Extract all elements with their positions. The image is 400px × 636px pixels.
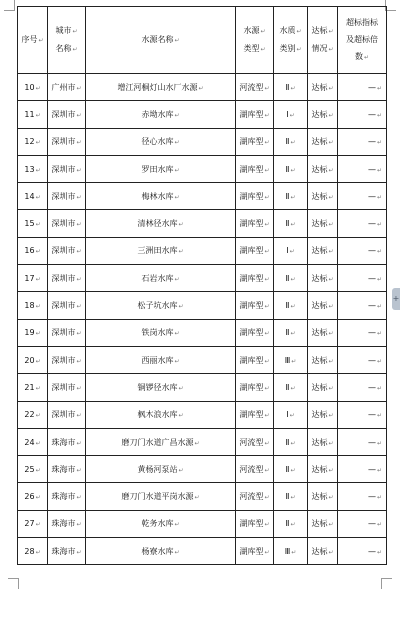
cell-source-type: 河流型↵ [236,74,274,101]
cell-exceed: —↵ [338,155,387,182]
table-row [18,210,387,237]
cell-status: 达标↵ [308,128,338,155]
cell-status: 达标↵ [308,483,338,510]
header-exceed: 超标指标 及超标倍 数↵ [338,7,387,74]
header-source-type: 水源↵ 类型↵ [236,7,274,74]
cell-status: 达标↵ [308,210,338,237]
cell-water-quality: Ⅱ↵ [274,319,308,346]
cell-source-name: 石岩水库↵ [86,265,236,292]
water-source-table [17,6,387,565]
table-row [18,346,387,373]
cell-seq: 20↵ [18,346,48,373]
cell-water-quality: Ⅰ↵ [274,101,308,128]
cell-status: 达标↵ [308,101,338,128]
cell-exceed: —↵ [338,74,387,101]
cell-seq: 13↵ [18,155,48,182]
cell-seq: 17↵ [18,265,48,292]
cell-water-quality: Ⅱ↵ [274,292,308,319]
cell-seq: 18↵ [18,292,48,319]
cell-seq: 22↵ [18,401,48,428]
cell-source-type: 湖库型↵ [236,346,274,373]
header-seq: 序号↵ [18,7,48,74]
cell-seq: 24↵ [18,428,48,455]
cell-source-name: 磨刀门水道广昌水源↵ [86,428,236,455]
cell-city: 深圳市↵ [48,319,86,346]
cell-source-name: 增江河桐灯山水厂水源↵ [86,74,236,101]
cell-seq: 11↵ [18,101,48,128]
cell-source-type: 河流型↵ [236,483,274,510]
cell-source-name: 梅林水库↵ [86,183,236,210]
page-corner-mark-bottom-left [8,578,19,589]
cell-exceed: —↵ [338,319,387,346]
table-row [18,401,387,428]
table-row [18,456,387,483]
cell-exceed: —↵ [338,183,387,210]
cell-source-name: 罗田水库↵ [86,155,236,182]
cell-status: 达标↵ [308,374,338,401]
cell-exceed: —↵ [338,538,387,565]
cell-source-type: 湖库型↵ [236,265,274,292]
cell-source-type: 湖库型↵ [236,128,274,155]
cell-water-quality: Ⅱ↵ [274,483,308,510]
cell-exceed: —↵ [338,510,387,537]
cell-status: 达标↵ [308,74,338,101]
cell-source-name: 松子坑水库↵ [86,292,236,319]
cell-water-quality: Ⅱ↵ [274,374,308,401]
cell-seq: 28↵ [18,538,48,565]
cell-water-quality: Ⅰ↵ [274,401,308,428]
cell-city: 珠海市↵ [48,456,86,483]
cell-source-type: 湖库型↵ [236,155,274,182]
table-row [18,74,387,101]
cell-seq: 21↵ [18,374,48,401]
cell-exceed: —↵ [338,374,387,401]
cell-city: 深圳市↵ [48,183,86,210]
table-row [18,183,387,210]
cell-status: 达标↵ [308,265,338,292]
cell-source-type: 湖库型↵ [236,101,274,128]
cell-status: 达标↵ [308,155,338,182]
cell-city: 广州市↵ [48,74,86,101]
cell-city: 深圳市↵ [48,101,86,128]
table-row [18,128,387,155]
cell-city: 深圳市↵ [48,210,86,237]
cell-water-quality: Ⅱ↵ [274,428,308,455]
cell-water-quality: Ⅰ↵ [274,237,308,264]
cell-seq: 12↵ [18,128,48,155]
cell-source-name: 三洲田水库↵ [86,237,236,264]
cell-source-name: 乾务水库↵ [86,510,236,537]
cell-exceed: —↵ [338,346,387,373]
page-corner-mark-top-left [4,0,15,11]
cell-source-type: 湖库型↵ [236,374,274,401]
cell-source-name: 赤坳水库↵ [86,101,236,128]
cell-exceed: —↵ [338,237,387,264]
cell-source-type: 湖库型↵ [236,319,274,346]
cell-source-name: 枫木浪水库↵ [86,401,236,428]
cell-water-quality: Ⅱ↵ [274,510,308,537]
table-row [18,101,387,128]
cell-status: 达标↵ [308,428,338,455]
cell-seq: 27↵ [18,510,48,537]
cell-source-type: 湖库型↵ [236,538,274,565]
table-row [18,319,387,346]
table-row [18,510,387,537]
cell-water-quality: Ⅱ↵ [274,155,308,182]
cell-seq: 10↵ [18,74,48,101]
cell-exceed: —↵ [338,128,387,155]
cell-source-type: 湖库型↵ [236,183,274,210]
table-row [18,538,387,565]
cell-source-name: 铁岗水库↵ [86,319,236,346]
cell-exceed: —↵ [338,401,387,428]
cell-seq: 19↵ [18,319,48,346]
cell-water-quality: Ⅲ↵ [274,346,308,373]
cell-source-type: 湖库型↵ [236,237,274,264]
cell-source-name: 黄杨河泵站↵ [86,456,236,483]
cell-source-type: 湖库型↵ [236,510,274,537]
table-row [18,483,387,510]
cell-status: 达标↵ [308,538,338,565]
page-corner-mark-bottom-right [381,578,392,589]
table-header-row [18,7,387,74]
cell-seq: 14↵ [18,183,48,210]
cell-status: 达标↵ [308,237,338,264]
table-resize-handle[interactable]: + [392,288,400,310]
cell-city: 深圳市↵ [48,128,86,155]
cell-exceed: —↵ [338,483,387,510]
cell-status: 达标↵ [308,401,338,428]
header-source-name: 水源名称↵ [86,7,236,74]
cell-exceed: —↵ [338,428,387,455]
cell-city: 深圳市↵ [48,155,86,182]
table-row [18,374,387,401]
cell-source-type: 湖库型↵ [236,292,274,319]
cell-source-name: 清林径水库↵ [86,210,236,237]
header-water-quality: 水质↵ 类别↵ [274,7,308,74]
cell-city: 珠海市↵ [48,483,86,510]
cell-water-quality: Ⅱ↵ [274,128,308,155]
cell-source-name: 西丽水库↵ [86,346,236,373]
cell-status: 达标↵ [308,183,338,210]
cell-city: 珠海市↵ [48,538,86,565]
cell-water-quality: Ⅱ↵ [274,456,308,483]
cell-source-name: 杨寮水库↵ [86,538,236,565]
cell-seq: 25↵ [18,456,48,483]
cell-exceed: —↵ [338,292,387,319]
cell-status: 达标↵ [308,346,338,373]
cell-city: 深圳市↵ [48,401,86,428]
cell-city: 深圳市↵ [48,292,86,319]
cell-exceed: —↵ [338,456,387,483]
cell-city: 珠海市↵ [48,510,86,537]
cell-source-type: 河流型↵ [236,456,274,483]
header-status: 达标↵ 情况↵ [308,7,338,74]
cell-source-name: 铜锣径水库↵ [86,374,236,401]
cell-source-type: 湖库型↵ [236,210,274,237]
cell-seq: 15↵ [18,210,48,237]
cell-source-name: 磨刀门水道平岗水源↵ [86,483,236,510]
cell-city: 深圳市↵ [48,265,86,292]
cell-water-quality: Ⅱ↵ [274,265,308,292]
cell-city: 深圳市↵ [48,374,86,401]
cell-status: 达标↵ [308,456,338,483]
cell-city: 珠海市↵ [48,428,86,455]
table-row [18,155,387,182]
table-row [18,265,387,292]
cell-source-type: 河流型↵ [236,428,274,455]
cell-seq: 16↵ [18,237,48,264]
cell-water-quality: Ⅱ↵ [274,210,308,237]
cell-status: 达标↵ [308,292,338,319]
cell-water-quality: Ⅱ↵ [274,183,308,210]
table-row [18,237,387,264]
cell-status: 达标↵ [308,510,338,537]
cell-city: 深圳市↵ [48,346,86,373]
cell-exceed: —↵ [338,101,387,128]
cell-water-quality: Ⅲ↵ [274,538,308,565]
table-row [18,292,387,319]
table-body [18,74,387,565]
cell-source-type: 湖库型↵ [236,401,274,428]
cell-exceed: —↵ [338,210,387,237]
cell-water-quality: Ⅱ↵ [274,74,308,101]
cell-status: 达标↵ [308,319,338,346]
cell-source-name: 径心水库↵ [86,128,236,155]
header-city: 城市↵ 名称↵ [48,7,86,74]
table-row [18,428,387,455]
cell-seq: 26↵ [18,483,48,510]
cell-exceed: —↵ [338,265,387,292]
cell-city: 深圳市↵ [48,237,86,264]
